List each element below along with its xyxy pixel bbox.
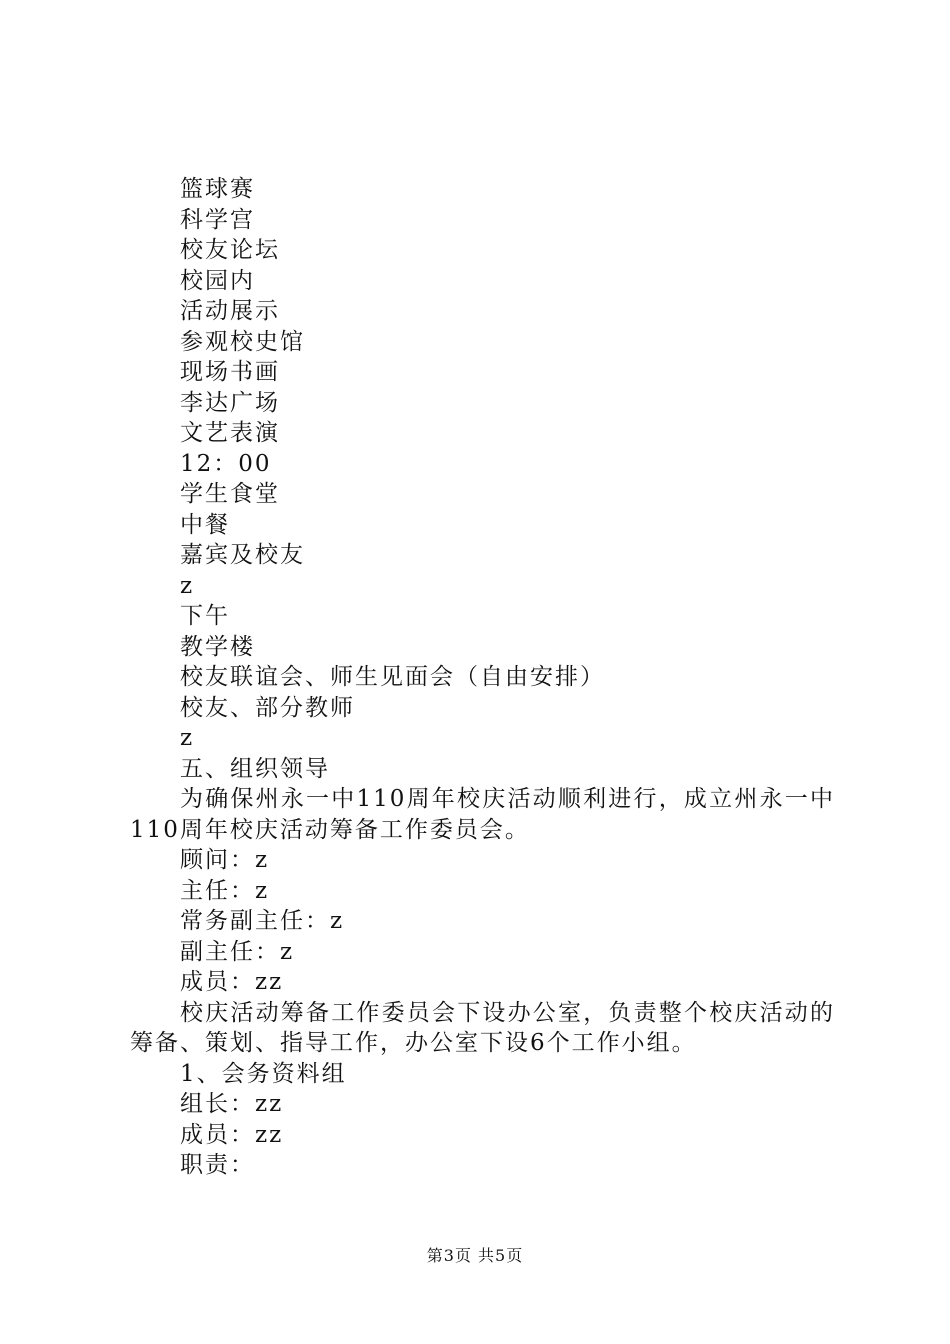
text-line: 学生食堂 (180, 481, 280, 507)
text-line: 副主任：z (180, 938, 295, 965)
text-line: 顾问：z (180, 847, 270, 873)
page-footer: 第3页 共5页 (426, 1246, 524, 1265)
text-line: 教学楼 (180, 633, 255, 660)
text-line: 现场书画 (180, 359, 280, 385)
text-line: 参观校史馆 (180, 328, 305, 355)
text-line: 嘉宾及校友 (180, 542, 305, 568)
text-line: 校友联谊会、师生见面会（自由安排） (180, 664, 605, 690)
text-line: z (180, 572, 195, 599)
text-line: 组长：zz (180, 1091, 284, 1117)
paragraph: 校庆活动筹备工作委员会下设办公室，负责整个校庆活动的筹备、策划、指导工作，办公室下设6个工作小组。 (130, 999, 835, 1056)
section-heading: 五、组织领导 (180, 755, 330, 782)
text-line: 下午 (180, 603, 230, 629)
text-line: z (180, 725, 195, 751)
text-line: 篮球赛 (180, 176, 255, 202)
text-line: 职责： (180, 1152, 255, 1178)
text-line: 成员：zz (180, 1121, 284, 1148)
text-line: 中餐 (180, 511, 230, 538)
text-line: 成员：zz (180, 969, 284, 995)
text-line: 科学宫 (180, 206, 255, 233)
text-line: 校友、部分教师 (180, 694, 355, 721)
text-line: 文艺表演 (180, 420, 280, 446)
paragraph: 为确保州永一中110周年校庆活动顺利进行，成立州永一中110周年校庆活动筹备工作委员会。 (130, 786, 835, 843)
text-line: 校友论坛 (180, 237, 280, 263)
text-line: 活动展示 (180, 298, 280, 324)
text-line: 校园内 (180, 267, 255, 294)
document-body (130, 174, 835, 1181)
text-line: 李达广场 (180, 389, 280, 416)
text-line: 主任：z (180, 877, 270, 904)
text-line: 12：00 (180, 450, 272, 477)
subsection-heading: 1、会务资料组 (180, 1060, 347, 1087)
text-line: 常务副主任：z (180, 908, 345, 934)
